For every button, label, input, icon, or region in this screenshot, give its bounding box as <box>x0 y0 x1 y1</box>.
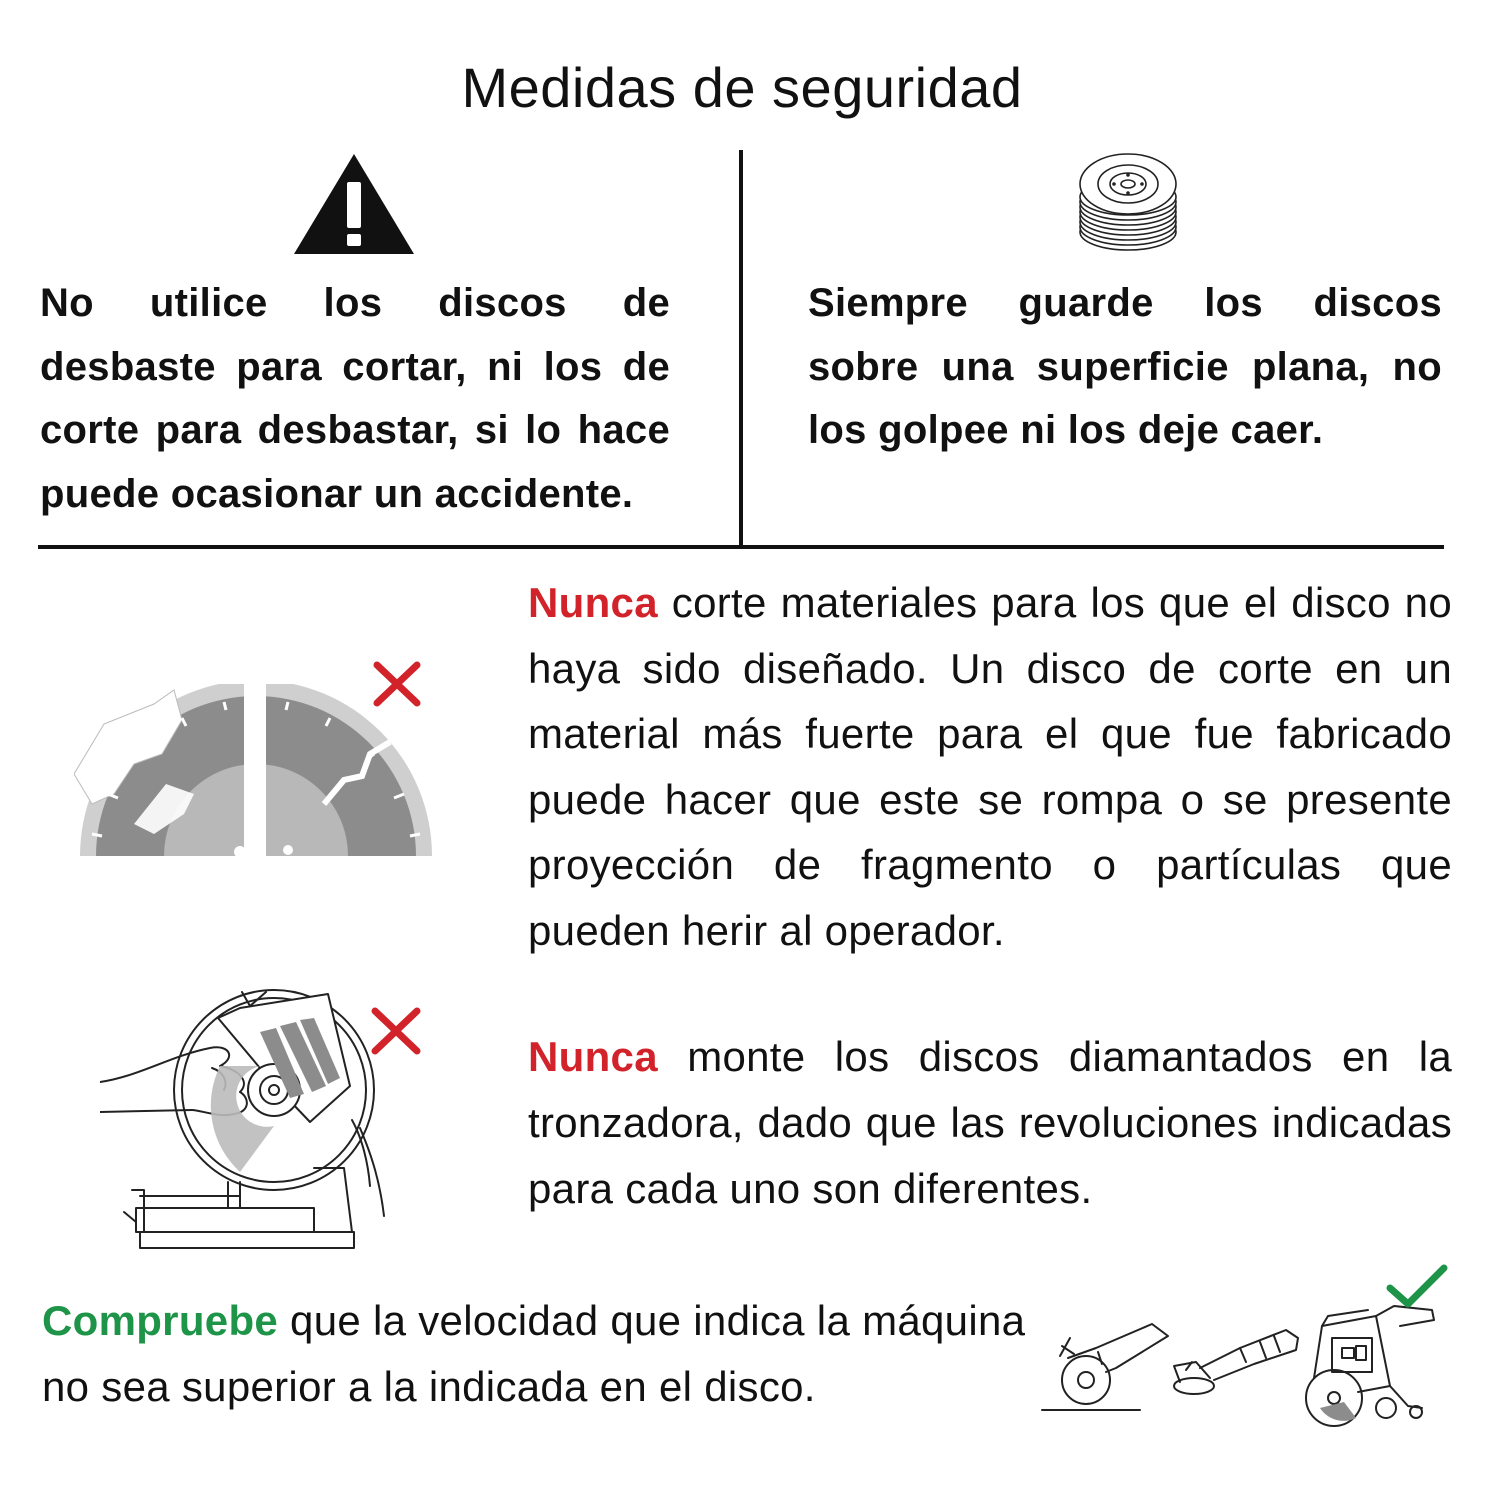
speed-check-rule-text <box>42 1288 1042 1420</box>
rule-body: corte materiales para los que el disco no haya sido diseñado. Un disco de corte en un material más fuerte para el que fue fabricado puede hacer que este se rompa o se presente proyección de fragmento o partículas que pueden herir al operador. <box>528 579 1452 954</box>
disc-stack-icon <box>1076 150 1180 254</box>
red-x-icon <box>370 1006 422 1056</box>
rule-body: monte los discos diamantados en la tronzadora, dado que las revoluciones indicadas para cada uno son diferentes. <box>528 1033 1452 1212</box>
vertical-divider <box>739 150 743 548</box>
broken-disc-rule-text <box>528 570 1452 963</box>
green-check-icon <box>1384 1262 1450 1312</box>
rule-body: que la velocidad que indica la máquina no sea superior a la indicada en el disco. <box>42 1297 1026 1410</box>
cutoff-saw-icon <box>100 986 390 1254</box>
floor-saw-icon <box>1298 1296 1438 1430</box>
horizontal-divider <box>38 545 1444 549</box>
page-title: Medidas de seguridad <box>461 56 1023 119</box>
broken-disc-icon <box>74 684 438 860</box>
angle-grinder-icon <box>1040 1318 1172 1414</box>
never-keyword: Nunca <box>528 579 658 626</box>
top-right-storage-text: Siempre guarde los discos sobre una superficie plana, no los golpee ni los deje caer. <box>808 281 1442 452</box>
warning-triangle-icon <box>292 152 416 256</box>
check-keyword: Compruebe <box>42 1297 279 1344</box>
red-x-icon <box>372 660 422 708</box>
cutoff-saw-rule-text <box>528 1024 1452 1222</box>
never-keyword: Nunca <box>528 1033 658 1080</box>
large-grinder-icon <box>1170 1322 1302 1406</box>
top-left-warning-text: No utilice los discos de desbaste para cortar, ni los de corte para desbastar, si lo hace puede ocasionar un accidente. <box>40 281 670 516</box>
